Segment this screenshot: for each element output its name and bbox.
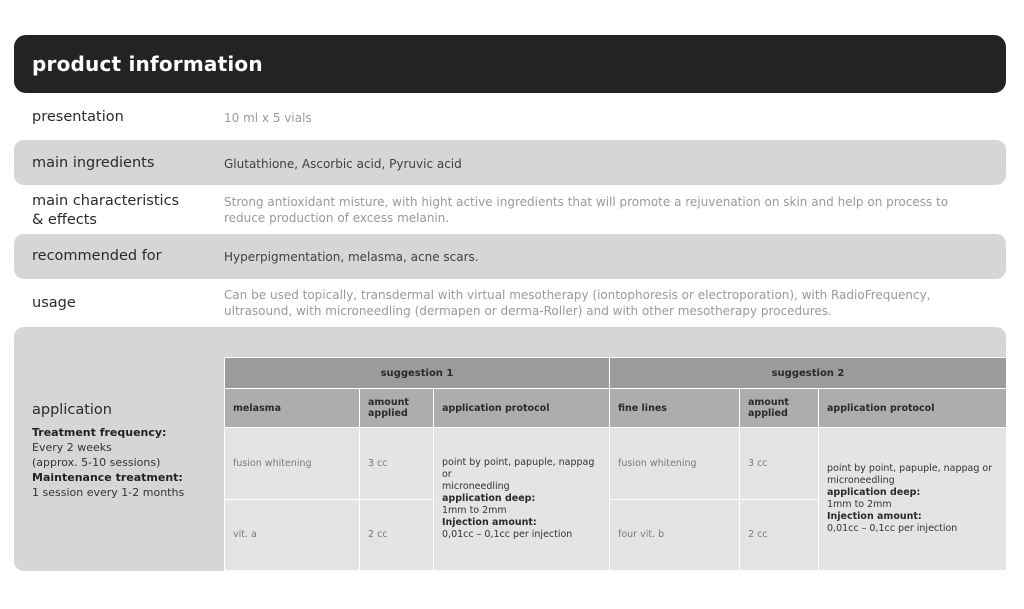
application-label: application	[32, 402, 112, 418]
row-usage	[14, 281, 1006, 324]
usage-value	[224, 287, 931, 319]
s2-amount-1: 3 cc	[740, 428, 819, 500]
s1-protocol	[434, 428, 610, 571]
s1-amount-2: 2 cc	[360, 499, 434, 571]
usage-value-line-2: ultrasound, with microneedling (dermapen or derma-Roller) and with other mesotherapy procedures.	[224, 304, 832, 318]
product-information-header	[14, 35, 1006, 93]
row-main-ingredients	[14, 140, 1006, 185]
maintenance-treatment-title: Maintenance treatment:	[32, 471, 183, 484]
characteristics-value	[224, 194, 948, 226]
s1-condition-header: melasma	[225, 389, 360, 428]
row-presentation	[14, 96, 1006, 138]
presentation-value: 10 ml x 5 vials	[224, 111, 312, 125]
protocol-injection-title: Injection amount:	[442, 517, 537, 528]
characteristics-value-line-2: reduce production of excess melanin.	[224, 211, 450, 225]
s1-protocol-header: application protocol	[434, 389, 610, 428]
s2-condition-header: fine lines	[610, 389, 740, 428]
characteristics-label	[32, 192, 179, 230]
characteristics-value-line-1: Strong antioxidant misture, with hight active ingredients that will promote a rejuvenation on skin and help on process to	[224, 195, 949, 209]
s1-product-2: vit. a	[225, 499, 360, 571]
treatment-frequency-title: Treatment frequency:	[32, 426, 167, 439]
s2-protocol-header: application protocol	[819, 389, 1007, 428]
s1-amount-header-line-1: amount	[368, 397, 409, 408]
protocol-injection-value: 0,01cc – 0,1cc per injection	[827, 523, 958, 534]
characteristics-label-line-2: & effects	[32, 212, 97, 228]
header-title: product information	[32, 52, 263, 76]
protocol-deep-value: 1mm to 2mm	[827, 499, 892, 510]
application-info	[32, 402, 222, 500]
protocol-injection-title: Injection amount:	[827, 511, 922, 522]
protocol-line-1: point by point, papuple, nappag or	[442, 457, 595, 480]
protocol-deep-title: application deep:	[827, 487, 921, 498]
protocol-deep-value: 1mm to 2mm	[442, 505, 507, 516]
ingredients-value: Glutathione, Ascorbic acid, Pyruvic acid	[224, 157, 462, 171]
treatment-frequency-line-1: Every 2 weeks	[32, 441, 112, 454]
suggestion-1-header: suggestion 1	[225, 358, 610, 389]
recommended-label: recommended for	[32, 248, 162, 264]
treatment-frequency-line-2: (approx. 5-10 sessions)	[32, 456, 161, 469]
s1-product-1: fusion whitening	[225, 428, 360, 500]
protocol-deep-title: application deep:	[442, 493, 536, 504]
row-main-characteristics	[14, 187, 1006, 232]
presentation-label: presentation	[32, 109, 124, 125]
usage-label: usage	[32, 295, 76, 311]
s2-amount-header	[740, 389, 819, 428]
s2-product-2: four vit. b	[610, 499, 740, 571]
row-application	[14, 327, 1006, 571]
s1-amount-1: 3 cc	[360, 428, 434, 500]
table-row	[225, 428, 1007, 500]
protocol-line-1: point by point, papuple, nappag or	[827, 463, 993, 474]
protocol-injection-value: 0,01cc – 0,1cc per injection	[442, 529, 573, 540]
s2-product-1: fusion whitening	[610, 428, 740, 500]
recommended-value: Hyperpigmentation, melasma, acne scars.	[224, 250, 479, 264]
s2-amount-header-line-1: amount	[748, 397, 789, 408]
maintenance-treatment-value: 1 session every 1-2 months	[32, 486, 185, 499]
application-table	[224, 357, 1007, 571]
s2-amount-header-line-2: applied	[748, 408, 788, 419]
s1-amount-header-line-2: applied	[368, 408, 408, 419]
suggestion-2-header: suggestion 2	[610, 358, 1007, 389]
s1-amount-header	[360, 389, 434, 428]
protocol-line-2: microneedling	[827, 475, 895, 486]
ingredients-label: main ingredients	[32, 155, 155, 171]
s2-amount-2: 2 cc	[740, 499, 819, 571]
column-header-row	[225, 389, 1007, 428]
suggestion-header-row	[225, 358, 1007, 389]
row-recommended-for	[14, 234, 1006, 279]
characteristics-label-line-1: main characteristics	[32, 193, 180, 209]
s2-protocol	[819, 428, 1007, 571]
usage-value-line-1: Can be used topically, transdermal with virtual mesotherapy (iontophoresis or electroporation), with RadioFrequency,	[224, 288, 931, 302]
protocol-line-2: microneedling	[442, 481, 510, 492]
